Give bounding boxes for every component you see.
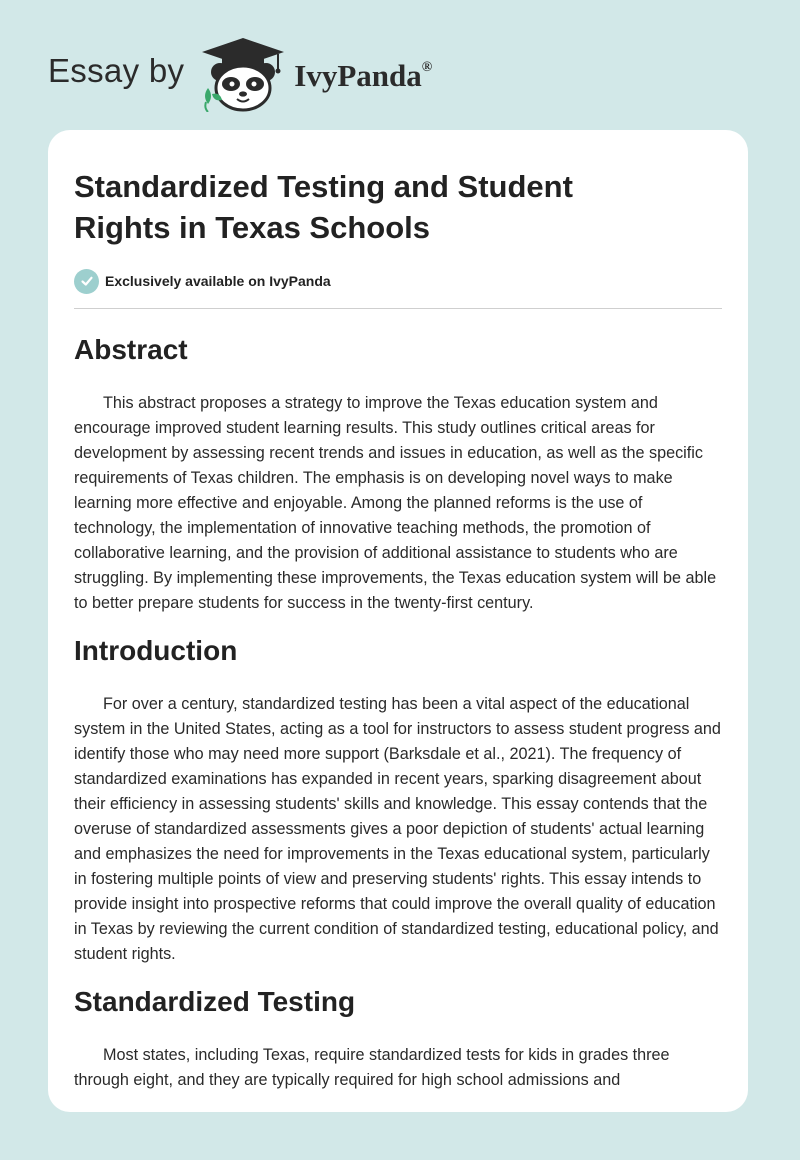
- brand-name: IvyPanda®: [294, 58, 433, 93]
- exclusive-badge: [74, 268, 722, 294]
- divider: [74, 308, 722, 309]
- essay-card: [48, 130, 748, 1112]
- section-heading-introduction: Introduction: [74, 635, 238, 666]
- essay-by-label: Essay by: [48, 52, 185, 89]
- check-icon: [74, 269, 99, 294]
- site-header: [48, 34, 432, 114]
- essay-title: Standardized Testing and Student Rights in Texas Schools: [74, 169, 573, 245]
- section-text-introduction: For over a century, standardized testing has been a vital aspect of the educational system in the United States, acting as a tool for instructors to assess student progress and identify those who may need more support (Barksdale et al., 2021). The frequency of standardized examinations has expanded in recent years, sparking disagreement about their efficiency in assessing students' skills and knowledge. This essay contends that the overuse of standardized assessments gives a poor depiction of students' actual learning and emphasizes the need for improvements in the Texas educational system, particularly in fostering multiple points of view and preserving students' rights. This essay intends to provide insight into prospective reforms that could improve the overall quality of education in Texas by reviewing the current condition of standardized testing, educational policy, and student rights.: [74, 695, 721, 963]
- section-heading-standardized-testing: Standardized Testing: [74, 986, 356, 1017]
- section-text-standardized-testing: Most states, including Texas, require standardized tests for kids in grades three through eight, and they are typically required for high school admissions and: [74, 1046, 670, 1089]
- ivypanda-logo[interactable]: [200, 36, 432, 112]
- registered-mark: ®: [421, 60, 433, 75]
- badge-label: Exclusively available on IvyPanda: [105, 273, 331, 289]
- panda-mascot-icon: [200, 36, 286, 112]
- section-heading-abstract: Abstract: [74, 334, 188, 365]
- section-text-abstract: This abstract proposes a strategy to improve the Texas education system and encourage improved student learning results. This study outlines critical areas for development by assessing recent trends and issues in education, as well as the specific requirements of Texas children. The emphasis is on developing novel ways to make learning more effective and enjoyable. Among the planned reforms is the use of technology, the implementation of innovative teaching methods, the promotion of collaborative learning, and the provision of additional assistance to students who are struggling. By implementing these improvements, the Texas education system will be able to better prepare students for success in the twenty-first century.: [74, 394, 717, 612]
